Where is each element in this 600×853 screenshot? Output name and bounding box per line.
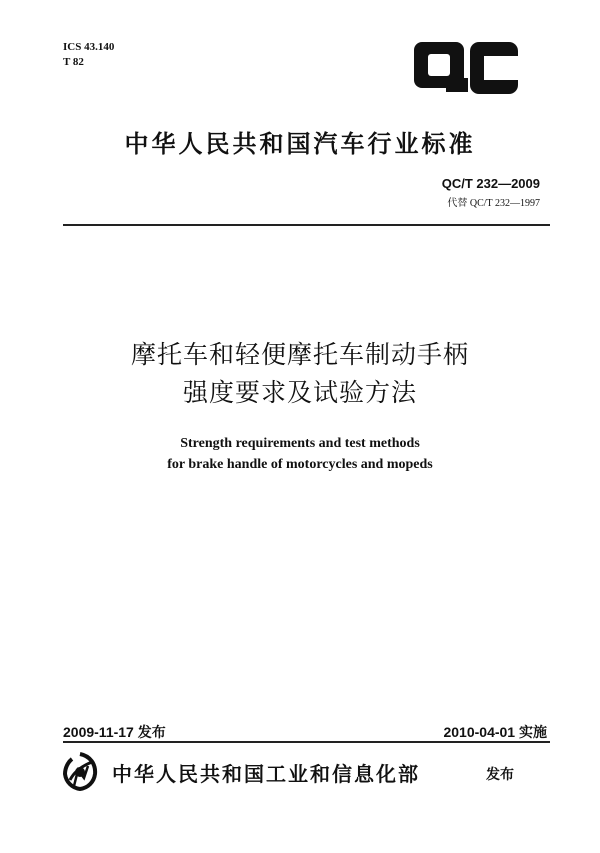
classification-codes (63, 40, 114, 70)
document-title-en (0, 433, 600, 475)
category-code: T 82 (63, 56, 84, 68)
title-en-line1: Strength requirements and test methods (180, 436, 420, 451)
ministry-emblem-icon (60, 750, 100, 792)
document-title-cn (0, 336, 600, 412)
standard-category-title: 中华人民共和国汽车行业标准 (124, 130, 476, 158)
bottom-divider (63, 741, 550, 743)
issue-date: 2009-11-17 发布 (63, 724, 166, 740)
standard-number: QC/T 232—2009 (441, 176, 540, 191)
title-en-line2: for brake handle of motorcycles and mopeds (167, 457, 433, 472)
publish-label: 发布 (486, 767, 514, 783)
implementation-date: 2010-04-01 实施 (443, 724, 547, 740)
qc-logo (412, 40, 520, 96)
title-cn-line1: 摩托车和轻便摩托车制动手柄 (130, 340, 469, 369)
title-cn-line2: 强度要求及试验方法 (182, 378, 417, 407)
issuing-ministry: 中华人民共和国工业和信息化部 (112, 762, 420, 786)
top-divider (63, 224, 550, 226)
replaces-standard: 代替 QC/T 232—1997 (447, 198, 540, 209)
ics-code: ICS 43.140 (63, 41, 115, 53)
